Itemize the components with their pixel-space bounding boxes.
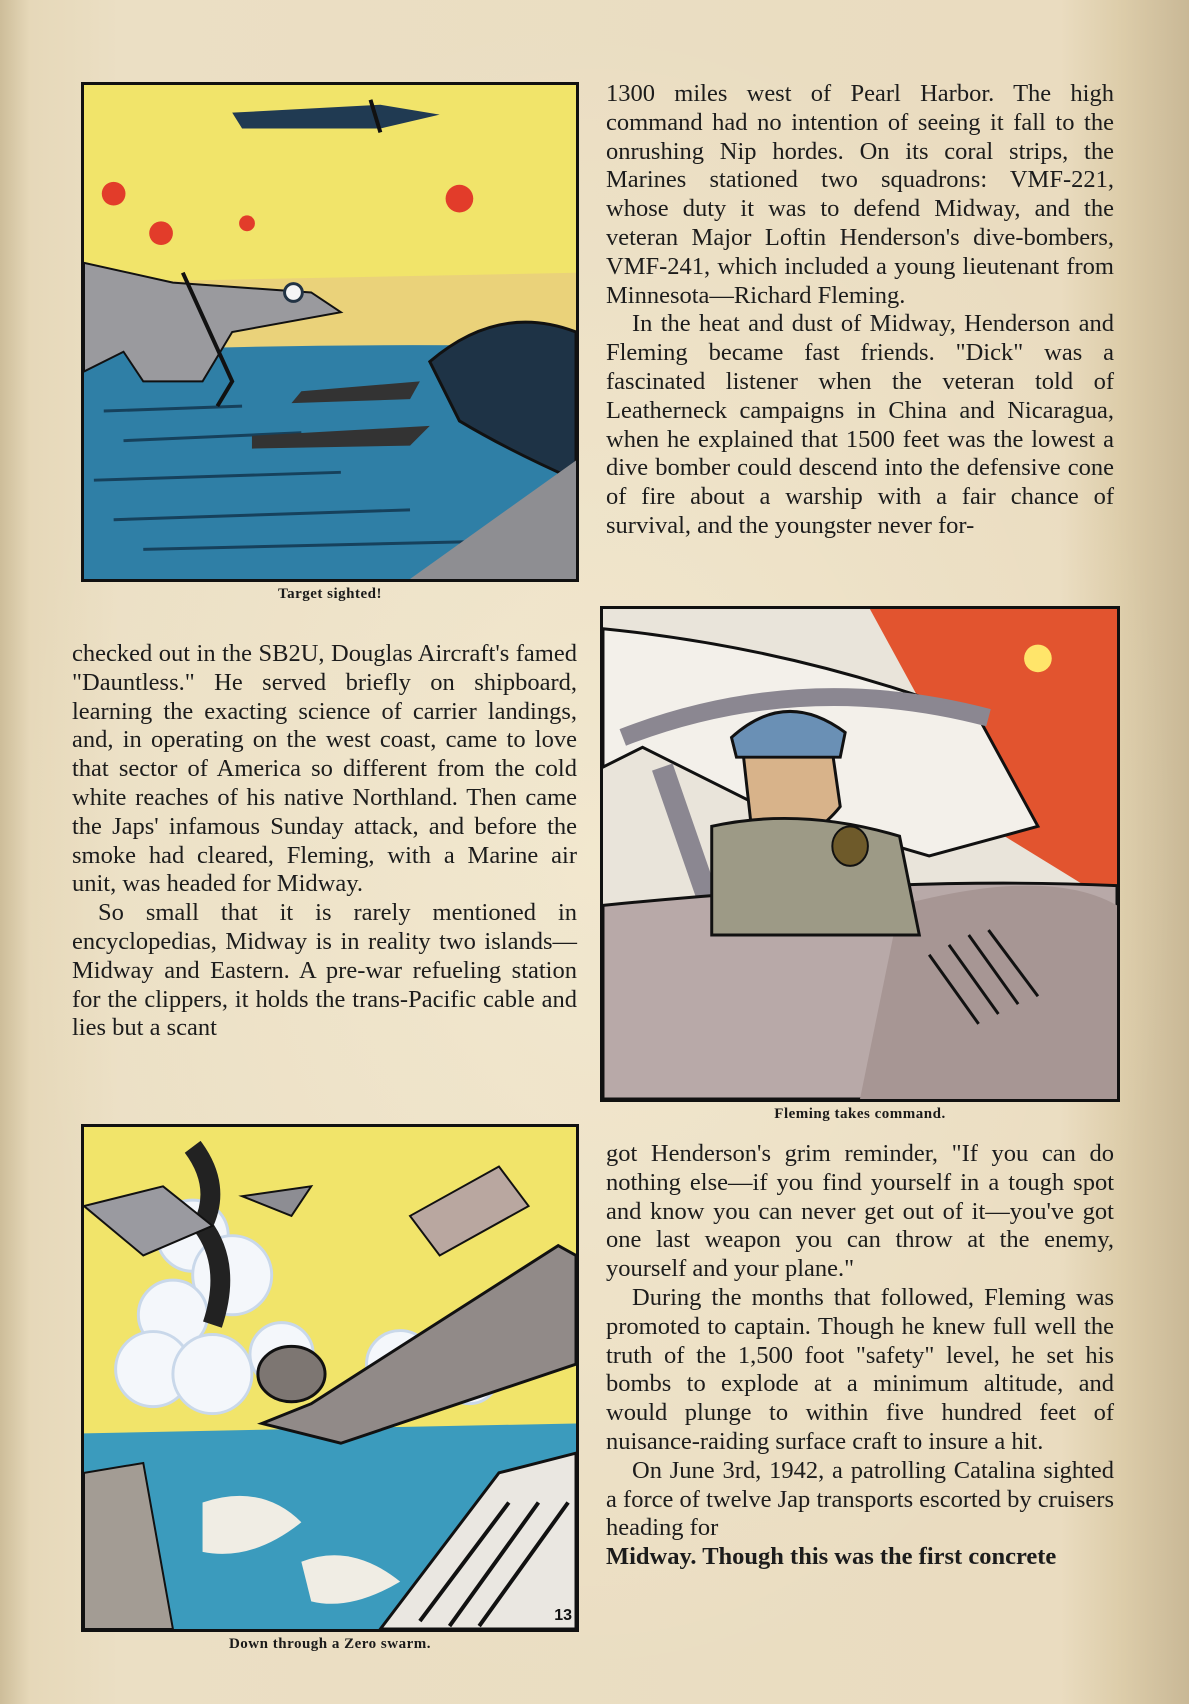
paragraph: During the months that followed, Fleming was promoted to captain. Though he knew full well the truth of the 1,500 foot "safety" level, he set his bombs to explode at a minimum altitude, and would plunge to within five hundred feet of nuisance-raiding surface craft to insure a hit. xyxy=(606,1283,1114,1455)
cockpit-illustration xyxy=(603,609,1117,1099)
paragraph: On June 3rd, 1942, a patrolling Catalina sighted a force of twelve Jap transports escorted by cruisers heading for xyxy=(606,1456,1114,1542)
text-column-right-bottom xyxy=(606,1140,1114,1572)
panel-1-caption: Target sighted! xyxy=(277,586,383,602)
paragraph: In the heat and dust of Midway, Henderson and Fleming became fast friends. "Dick" was a fascinated listener when the veteran told of Leatherneck campaigns in China and Nicaragua, when he explained that 1500 feet was the lowest a dive bomber could descend into the defensive cone of fire about a warship with a fair chance of survival, and the youngster never for- xyxy=(606,310,1114,539)
panel-2-caption: Fleming takes command. xyxy=(774,1106,946,1122)
paragraph: got Henderson's grim reminder, "If you can do nothing else—if you find yourself in a tough spot and know you can never get out of it—you've got one last weapon you can throw at the enemy, yourself and your plane." xyxy=(606,1140,1114,1283)
target-sighted-illustration xyxy=(84,85,576,579)
panel-zero-swarm xyxy=(81,1124,579,1632)
text-column-right-top xyxy=(606,80,1114,541)
paragraph: So small that it is rarely mentioned in encyclopedias, Midway is in reality two islands—Midway and Eastern. A pre-war refueling station for the clippers, it holds the trans-Pacific cable and lies but a scant xyxy=(72,899,577,1042)
paragraph-last-line: Midway. Though this was the first concrete xyxy=(606,1543,1057,1571)
panel-target-sighted xyxy=(81,82,579,582)
page-number: 13 xyxy=(554,1607,572,1624)
dive-bomber-illustration xyxy=(84,1127,576,1629)
text-column-left-middle xyxy=(72,640,577,1043)
panel-fleming-takes-command xyxy=(600,606,1120,1102)
paragraph: 1300 miles west of Pearl Harbor. The high command had no intention of seeing it fall to the onrushing Nip hordes. On its coral strips, the Marines stationed two squadrons: VMF-221, whose duty it was to defend Midway, and the veteran Major Loftin Henderson's dive-bombers, VMF-241, which included a young lieutenant from Minnesota—Richard Fleming. xyxy=(606,80,1114,309)
paragraph: checked out in the SB2U, Douglas Aircraft's famed "Dauntless." He served briefly on shipboard, learning the exacting science of carrier landings, and, in operating on the west coast, came to love that sector of America so different from the cold white reaches of his native Northland. Then came the Japs' infamous Sunday attack, and before the smoke had cleared, Fleming, with a Marine air unit, was headed for Midway. xyxy=(72,640,577,898)
panel-3-caption: Down through a Zero swarm. xyxy=(228,1636,432,1652)
